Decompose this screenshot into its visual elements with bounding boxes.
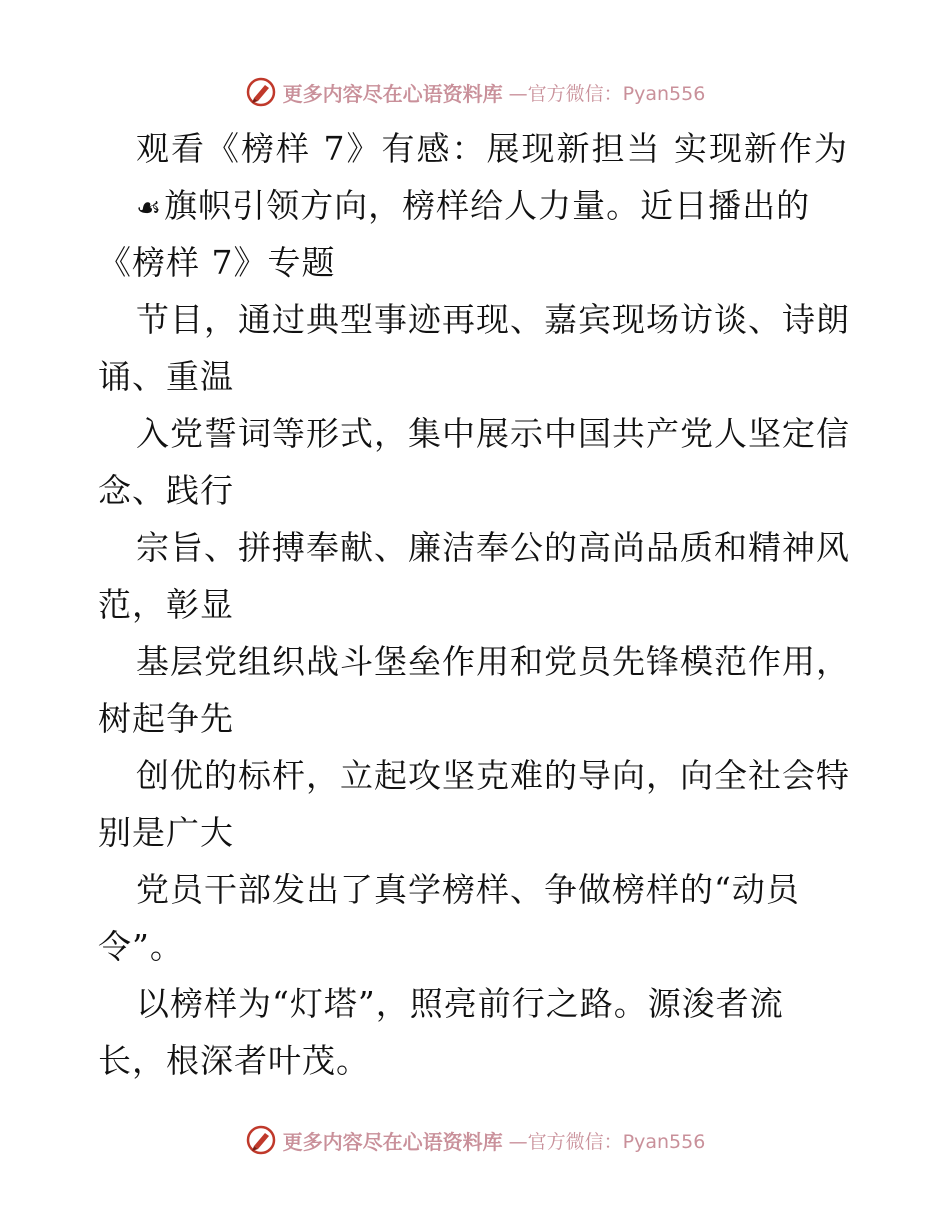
- footer-brand-text: 更多内容尽在心语资料库: [282, 1129, 503, 1154]
- paragraph-line: [98, 177, 858, 234]
- header-brand-text: 更多内容尽在心语资料库: [282, 81, 503, 106]
- paragraph-line: 节目，通过典型事迹再现、嘉宾现场访谈、诗朗: [136, 300, 850, 339]
- pen-logo-icon: [245, 1124, 277, 1156]
- document-title: 观看《榜样 7》有感：展现新担当 实现新作为: [136, 129, 849, 168]
- paragraph-line: 念、践行: [98, 471, 234, 510]
- footer-contact-text: —官方微信：Pyan556: [508, 1130, 706, 1153]
- paragraph-line: 诵、重温: [98, 357, 234, 396]
- paragraph-line: 入党誓词等形式，集中展示中国共产党人坚定信: [136, 414, 850, 453]
- header-banner: [0, 72, 950, 112]
- paragraph-line: 《榜样 7》专题: [98, 243, 336, 282]
- paragraph-line-text: 旗帜引领方向，榜样给人力量。近日播出的: [164, 186, 811, 225]
- pen-logo-icon: [245, 76, 277, 108]
- paragraph-line: 长，根深者叶茂。: [98, 1041, 370, 1080]
- paragraph-line: 以榜样为“灯塔”，照亮前行之路。源浚者流: [136, 984, 784, 1023]
- paragraph-line: 树起争先: [98, 699, 234, 738]
- header-contact-text: —官方微信：Pyan556: [508, 82, 706, 105]
- paragraph-line: 党员干部发出了真学榜样、争做榜样的“动员: [136, 870, 800, 909]
- paragraph-line: 别是广大: [98, 813, 234, 852]
- document-body: [98, 120, 858, 1089]
- paragraph-line: 基层党组织战斗堡垒作用和党员先锋模范作用，: [136, 642, 850, 681]
- paragraph-line: 创优的标杆，立起攻坚克难的导向，向全社会特: [136, 756, 850, 795]
- paragraph-line: 范，彰显: [98, 585, 234, 624]
- fleuron-ornament-icon: ☙: [136, 191, 163, 224]
- paragraph-line: 令”。: [98, 927, 184, 966]
- footer-banner: [0, 1120, 950, 1160]
- paragraph-line: 宗旨、拼搏奉献、廉洁奉公的高尚品质和精神风: [136, 528, 850, 567]
